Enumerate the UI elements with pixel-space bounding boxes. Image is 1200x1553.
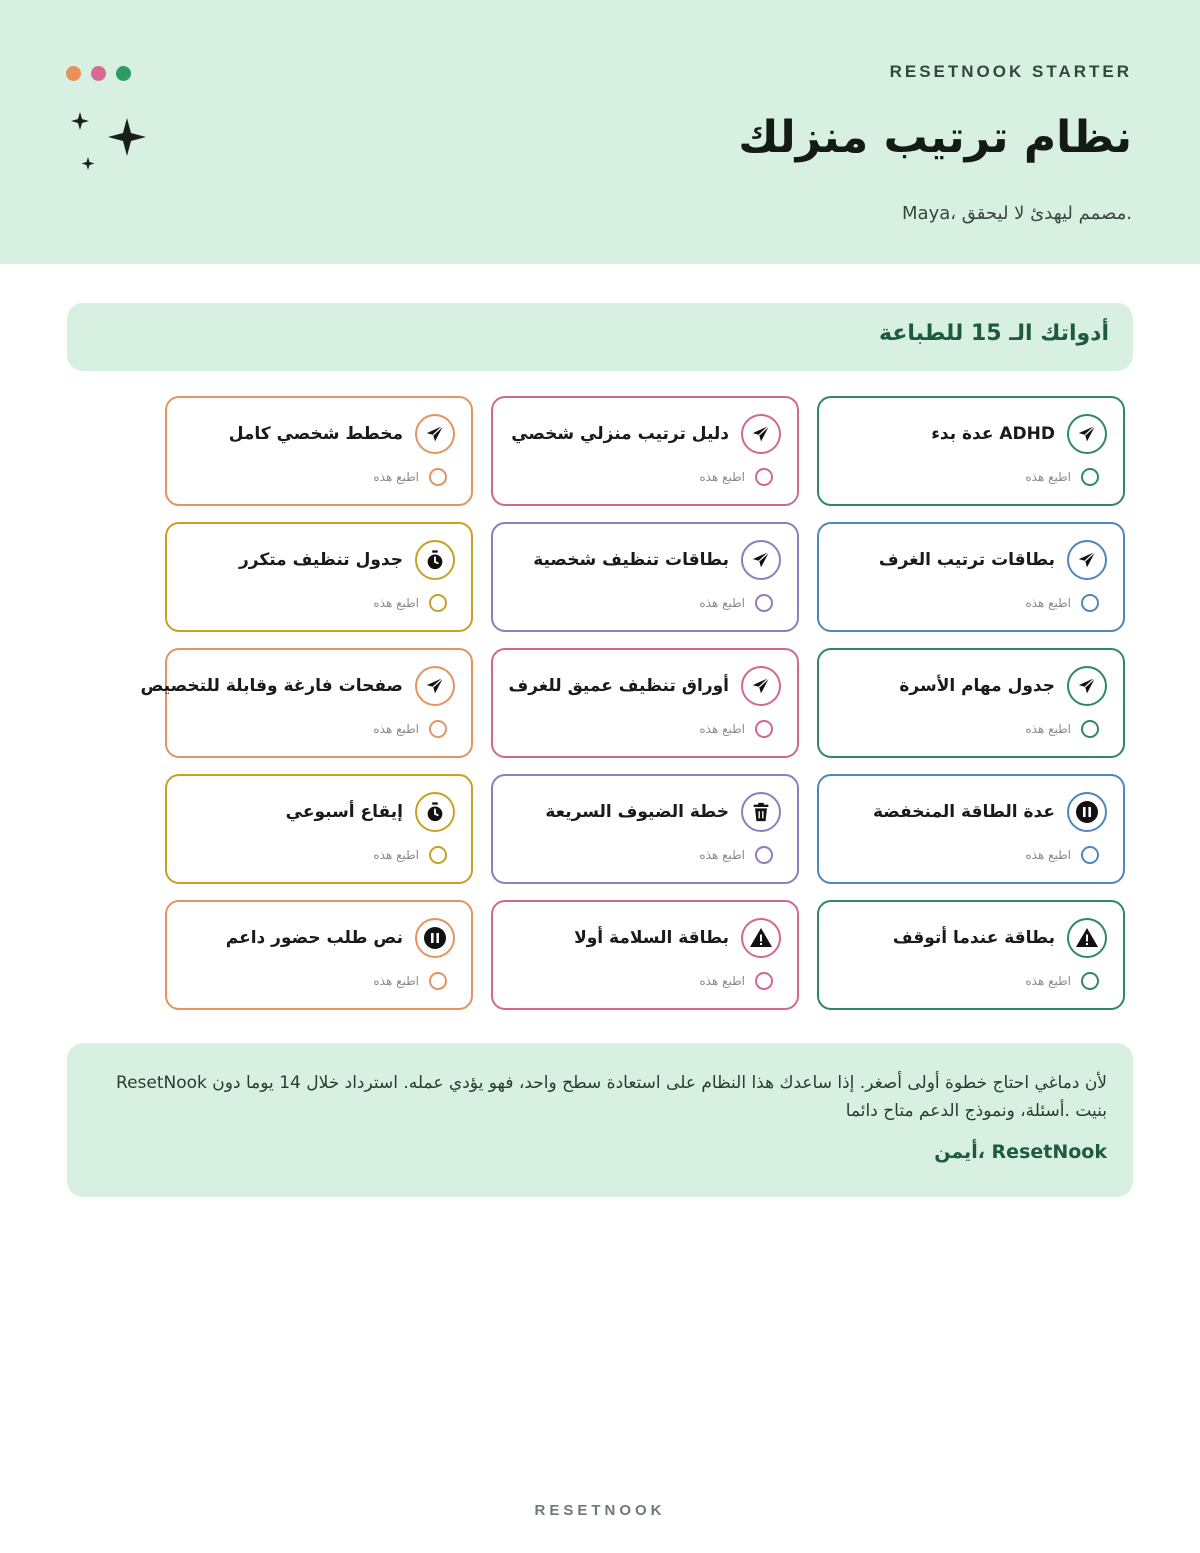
print-radio[interactable] bbox=[755, 594, 773, 612]
print-label: اطبع هذه bbox=[373, 974, 419, 988]
card-header bbox=[533, 540, 781, 580]
print-label: اطبع هذه bbox=[373, 470, 419, 484]
brand-name: RESETNOOK STARTER bbox=[889, 62, 1132, 81]
print-option[interactable] bbox=[373, 972, 447, 990]
print-radio[interactable] bbox=[755, 720, 773, 738]
section-header bbox=[67, 303, 1133, 371]
print-radio[interactable] bbox=[1081, 846, 1099, 864]
print-label: اطبع هذه bbox=[373, 722, 419, 736]
print-option[interactable] bbox=[1025, 720, 1099, 738]
card-header bbox=[574, 918, 781, 958]
tool-card[interactable] bbox=[165, 774, 473, 884]
sparkle-icon bbox=[64, 108, 154, 178]
print-radio[interactable] bbox=[429, 594, 447, 612]
print-option[interactable] bbox=[699, 594, 773, 612]
founder-note bbox=[67, 1043, 1133, 1197]
card-title: إيقاع أسبوعي bbox=[285, 802, 403, 822]
paper-plane-icon bbox=[1067, 540, 1107, 580]
print-label: اطبع هذه bbox=[699, 470, 745, 484]
window-dot bbox=[91, 66, 106, 81]
window-dot bbox=[116, 66, 131, 81]
print-label: اطبع هذه bbox=[1025, 722, 1071, 736]
print-label: اطبع هذه bbox=[699, 848, 745, 862]
print-label: اطبع هذه bbox=[1025, 596, 1071, 610]
print-option[interactable] bbox=[373, 594, 447, 612]
card-title: أوراق تنظيف عميق للغرف bbox=[508, 676, 729, 696]
card-header bbox=[286, 792, 455, 832]
print-radio[interactable] bbox=[755, 846, 773, 864]
tool-card[interactable] bbox=[491, 900, 799, 1010]
paper-plane-icon bbox=[415, 666, 455, 706]
pause-icon bbox=[415, 918, 455, 958]
print-option[interactable] bbox=[699, 846, 773, 864]
tool-card[interactable] bbox=[817, 774, 1125, 884]
tool-card[interactable] bbox=[817, 900, 1125, 1010]
card-header bbox=[226, 918, 455, 958]
card-title: مخطط شخصي كامل bbox=[228, 424, 403, 444]
card-title: بطاقات تنظيف شخصية bbox=[533, 550, 729, 570]
card-title: عدة الطاقة المنخفضة bbox=[873, 802, 1055, 822]
trash-icon bbox=[741, 792, 781, 832]
window-dots bbox=[66, 66, 131, 81]
print-label: اطبع هذه bbox=[1025, 974, 1071, 988]
card-header bbox=[511, 414, 781, 454]
card-title: صفحات فارغة وقابلة للتخصيص bbox=[140, 676, 403, 696]
paper-plane-icon bbox=[1067, 666, 1107, 706]
card-title: دليل ترتيب منزلي شخصي bbox=[511, 424, 729, 444]
card-header bbox=[879, 540, 1107, 580]
header-banner bbox=[0, 0, 1200, 264]
print-option[interactable] bbox=[1025, 594, 1099, 612]
paper-plane-icon bbox=[415, 414, 455, 454]
tool-card[interactable] bbox=[491, 522, 799, 632]
tool-card[interactable] bbox=[817, 522, 1125, 632]
print-option[interactable] bbox=[373, 846, 447, 864]
print-option[interactable] bbox=[1025, 846, 1099, 864]
print-label: اطبع هذه bbox=[699, 596, 745, 610]
card-title: بطاقة عندما أتوقف bbox=[892, 928, 1055, 948]
tool-card[interactable] bbox=[491, 396, 799, 506]
paper-plane-icon bbox=[1067, 414, 1107, 454]
print-label: اطبع هذه bbox=[699, 974, 745, 988]
tool-card[interactable] bbox=[140, 648, 473, 758]
card-title: ADHD عدة بدء bbox=[931, 424, 1055, 444]
note-text: لأن دماغي احتاج خطوة أولى أصغر. إذا ساعدك هذا النظام على استعادة سطح واحد، فهو يؤدي عمله. استرداد خلال 14 يوما دون ResetNook بنيت .أسئلة، ونموذج الدعم متاح دائما bbox=[116, 1073, 1107, 1121]
print-radio[interactable] bbox=[1081, 972, 1099, 990]
window-dot bbox=[66, 66, 81, 81]
card-header bbox=[229, 414, 455, 454]
card-title: جدول تنظيف متكرر bbox=[238, 550, 403, 570]
footer-brand: RESETNOOK bbox=[534, 1502, 666, 1519]
tool-card[interactable] bbox=[491, 648, 799, 758]
card-title: بطاقة السلامة أولا bbox=[574, 928, 729, 948]
card-header bbox=[931, 414, 1107, 454]
card-header bbox=[899, 666, 1107, 706]
tools-grid bbox=[140, 396, 1125, 1010]
note-signature: ResetNook ،أيمن bbox=[934, 1141, 1107, 1163]
print-option[interactable] bbox=[1025, 468, 1099, 486]
pause-icon bbox=[1067, 792, 1107, 832]
card-title: جدول مهام الأسرة bbox=[899, 676, 1055, 696]
print-radio[interactable] bbox=[755, 972, 773, 990]
tool-card[interactable] bbox=[817, 396, 1125, 506]
print-radio[interactable] bbox=[429, 720, 447, 738]
print-option[interactable] bbox=[699, 468, 773, 486]
print-radio[interactable] bbox=[1081, 720, 1099, 738]
page-title: نظام ترتيب منزلك bbox=[738, 112, 1132, 163]
print-label: اطبع هذه bbox=[1025, 470, 1071, 484]
tool-card[interactable] bbox=[165, 522, 473, 632]
print-label: اطبع هذه bbox=[373, 848, 419, 862]
print-radio[interactable] bbox=[429, 846, 447, 864]
card-header bbox=[141, 666, 455, 706]
warning-icon bbox=[741, 918, 781, 958]
card-header bbox=[545, 792, 781, 832]
print-radio[interactable] bbox=[1081, 594, 1099, 612]
print-option[interactable] bbox=[373, 468, 447, 486]
tool-card[interactable] bbox=[165, 900, 473, 1010]
card-header bbox=[508, 666, 781, 706]
stopwatch-icon bbox=[415, 540, 455, 580]
card-title: خطة الضيوف السريعة bbox=[545, 802, 729, 822]
card-header bbox=[873, 792, 1107, 832]
section-title: أدواتك الـ 15 للطباعة bbox=[878, 321, 1109, 346]
tool-card[interactable] bbox=[491, 774, 799, 884]
print-radio[interactable] bbox=[429, 468, 447, 486]
card-header bbox=[893, 918, 1107, 958]
print-label: اطبع هذه bbox=[699, 722, 745, 736]
card-header bbox=[239, 540, 455, 580]
warning-icon bbox=[1067, 918, 1107, 958]
print-radio[interactable] bbox=[1081, 468, 1099, 486]
print-option[interactable] bbox=[1025, 972, 1099, 990]
print-option[interactable] bbox=[699, 720, 773, 738]
tool-card[interactable] bbox=[165, 396, 473, 506]
print-radio[interactable] bbox=[755, 468, 773, 486]
print-option[interactable] bbox=[699, 972, 773, 990]
tool-card[interactable] bbox=[817, 648, 1125, 758]
card-title: نص طلب حضور داعم bbox=[225, 928, 403, 948]
paper-plane-icon bbox=[741, 666, 781, 706]
paper-plane-icon bbox=[741, 414, 781, 454]
print-label: اطبع هذه bbox=[373, 596, 419, 610]
card-title: بطاقات ترتيب الغرف bbox=[878, 550, 1055, 570]
print-option[interactable] bbox=[373, 720, 447, 738]
page-subtitle: .مصمم ليهدئ لا ليحقق ،Maya bbox=[902, 203, 1132, 224]
print-radio[interactable] bbox=[429, 972, 447, 990]
stopwatch-icon bbox=[415, 792, 455, 832]
paper-plane-icon bbox=[741, 540, 781, 580]
print-label: اطبع هذه bbox=[1025, 848, 1071, 862]
